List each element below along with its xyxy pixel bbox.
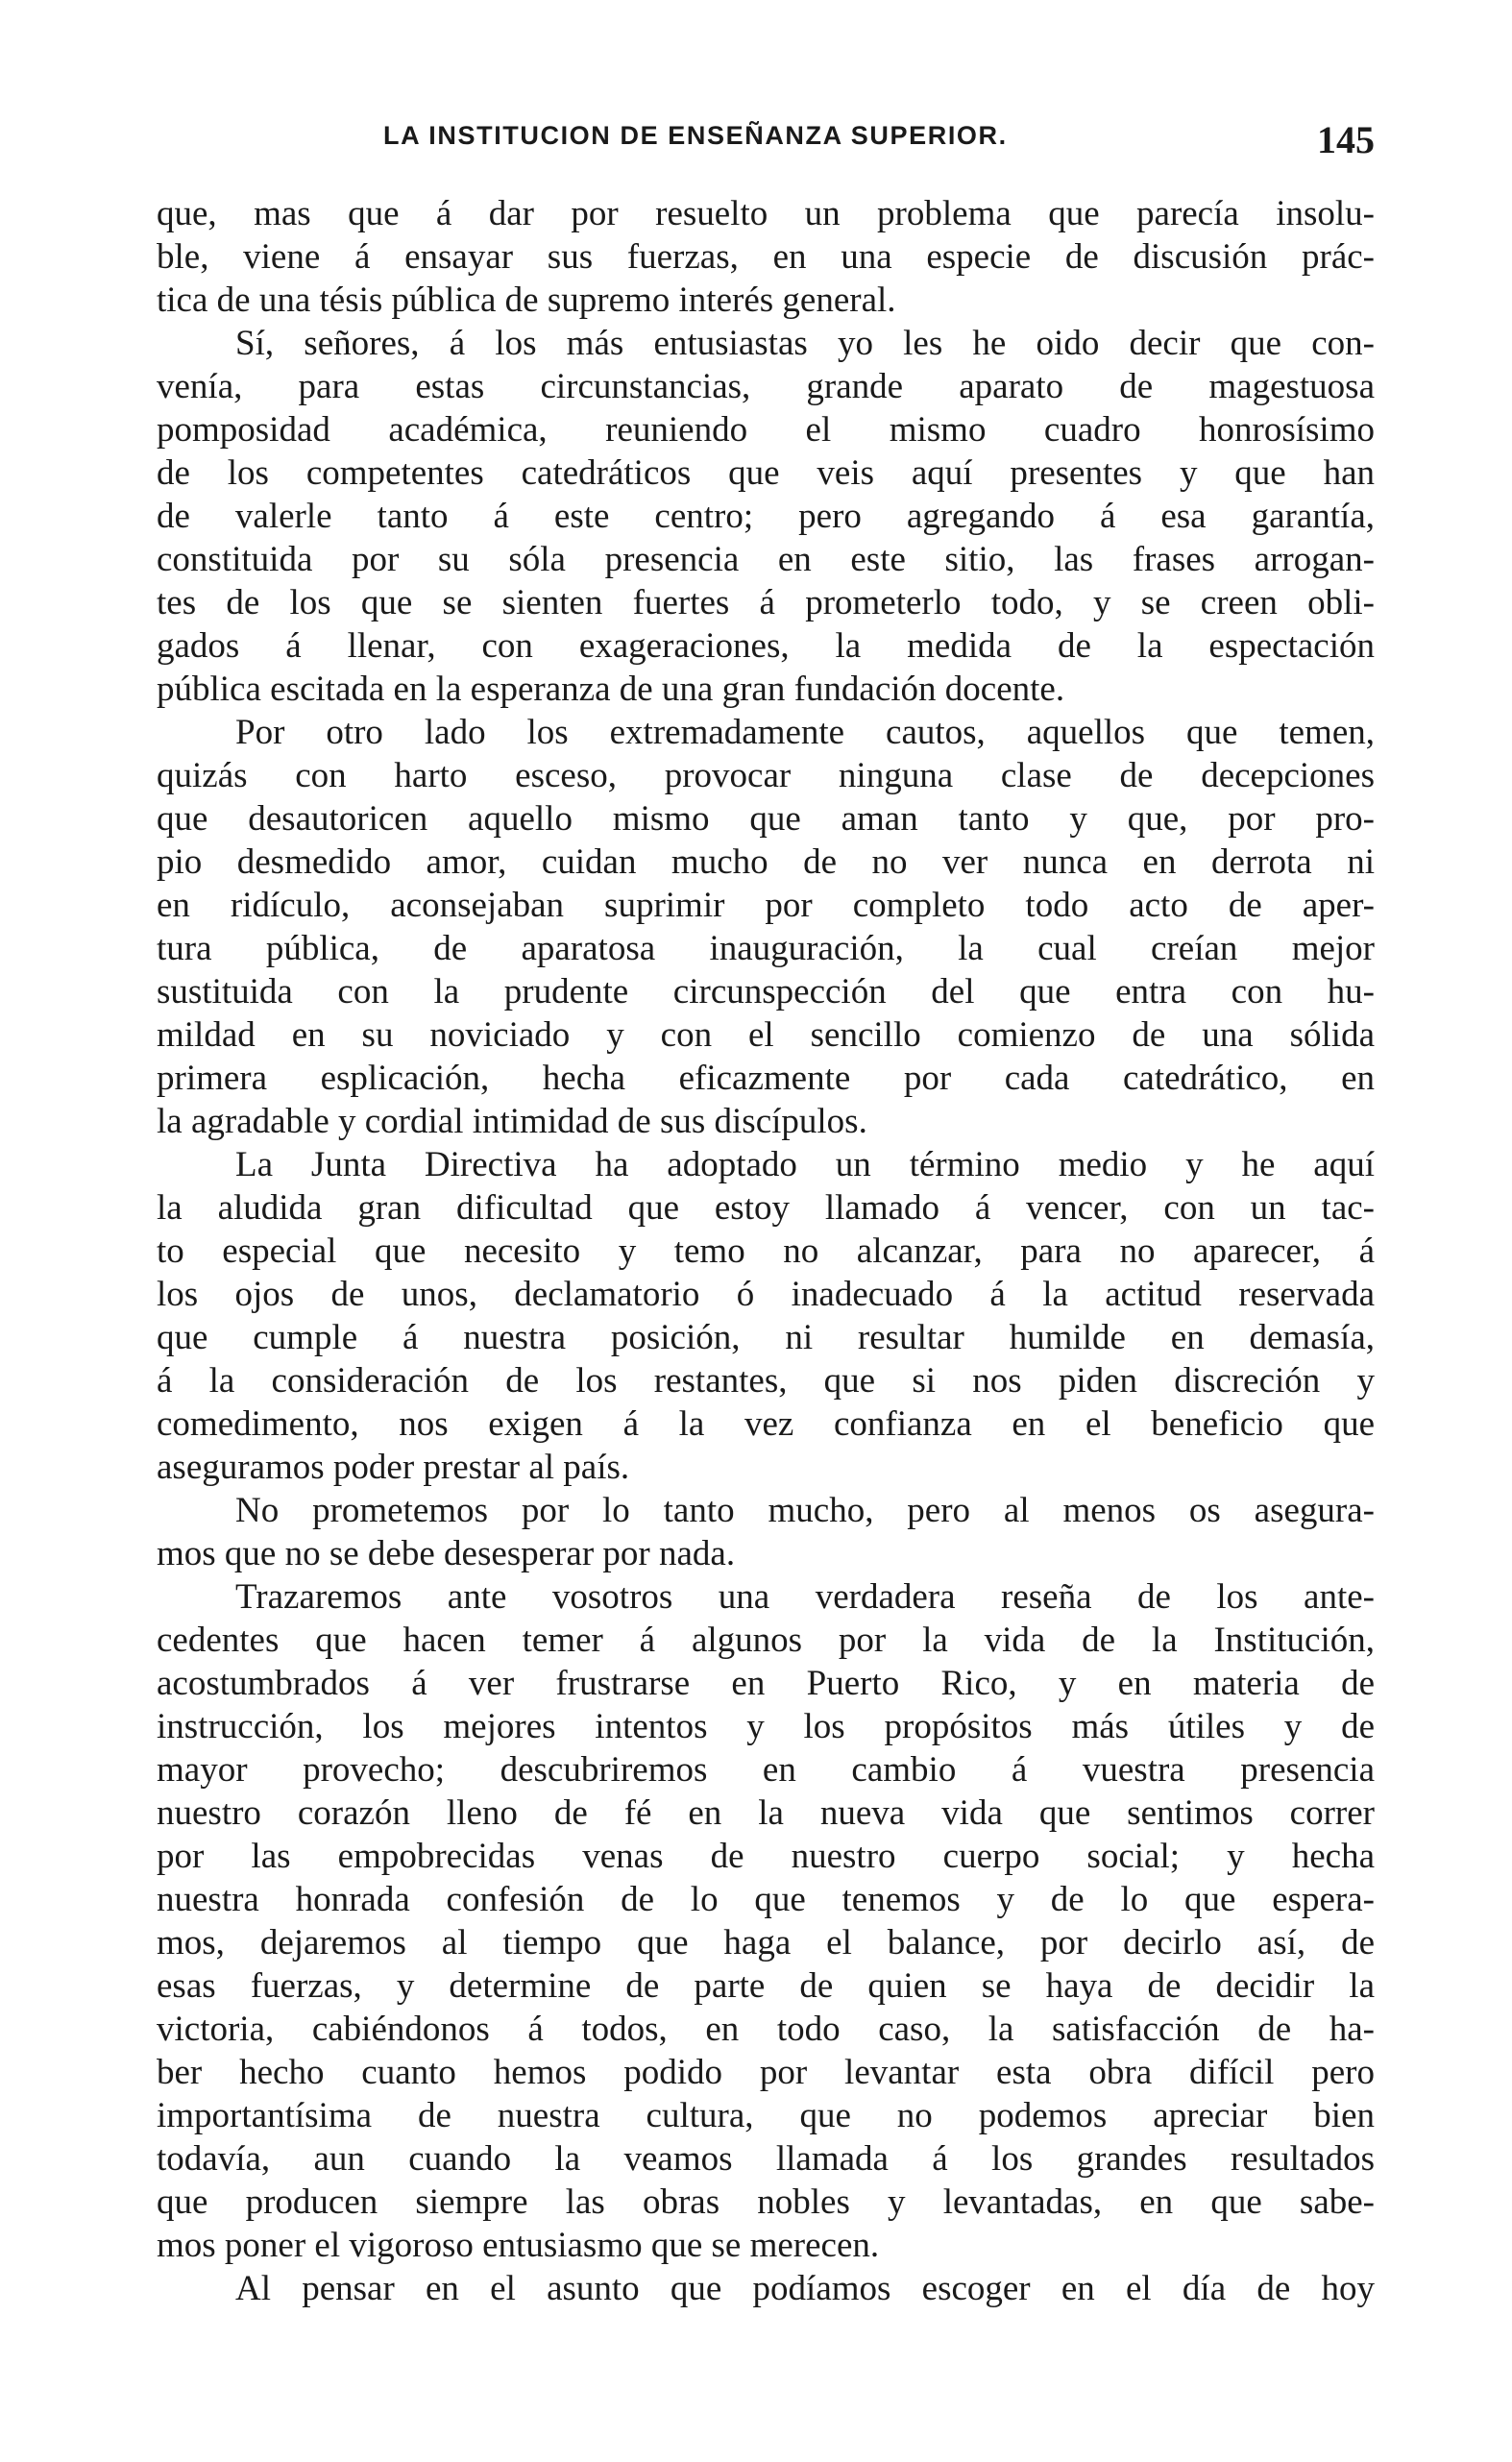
text-line: constituida por su sóla presencia en este sitio, las frases arrogan- [157, 540, 1375, 579]
text-line: comedimento, nos exigen á la vez confianza en el beneficio que [157, 1404, 1375, 1444]
text-line: Al pensar en el asunto que podíamos escoger en el día de hoy [235, 2269, 1375, 2308]
text-line: Por otro lado los extremadamente cautos, aquellos que temen, [235, 713, 1375, 752]
text-line: ble, viene á ensayar sus fuerzas, en una especie de discusión prác- [157, 237, 1375, 277]
text-line: de valerle tanto á este centro; pero agregando á esa garantía, [157, 497, 1375, 536]
text-line: pio desmedido amor, cuidan mucho de no ver nunca en derrota ni [157, 842, 1375, 882]
text-line: Sí, señores, á los más entusiastas yo les he oido decir que con- [235, 324, 1375, 363]
text-line: tura pública, de aparatosa inauguración, la cual creían mejor [157, 929, 1375, 968]
text-line: la aludida gran dificultad que estoy llamado á vencer, con un tac- [157, 1188, 1375, 1228]
text-line: que desautoricen aquello mismo que aman tanto y que, por pro- [157, 799, 1375, 839]
text-line: que producen siempre las obras nobles y levantadas, en que sabe- [157, 2182, 1375, 2222]
text-line: aseguramos poder prestar al país. [157, 1448, 630, 1487]
text-line: mildad en su noviciado y con el sencillo comienzo de una sólida [157, 1015, 1375, 1055]
text-line: nuestra honrada confesión de lo que tenemos y de lo que espera- [157, 1880, 1375, 1919]
running-title: LA INSTITUCION DE ENSEÑANZA SUPERIOR. [383, 121, 1008, 150]
text-line: que cumple á nuestra posición, ni resultar humilde en demasía, [157, 1318, 1375, 1357]
text-line: cedentes que hacen temer á algunos por la vida de la Institución, [157, 1621, 1375, 1660]
body-text [157, 192, 1375, 2310]
text-line: mayor provecho; descubriremos en cambio á vuestra presencia [157, 1750, 1375, 1790]
text-line: esas fuerzas, y determine de parte de quien se haya de decidir la [157, 1966, 1375, 2006]
text-line: sustituida con la prudente circunspección del que entra con hu- [157, 972, 1375, 1012]
text-line: acostumbrados á ver frustrarse en Puerto Rico, y en materia de [157, 1664, 1375, 1703]
text-line: la agradable y cordial intimidad de sus discípulos. [157, 1102, 867, 1141]
text-line: ber hecho cuanto hemos podido por levantar esta obra difícil pero [157, 2053, 1375, 2092]
text-line: pomposidad académica, reuniendo el mismo cuadro honrosísimo [157, 410, 1375, 450]
text-line: No prometemos por lo tanto mucho, pero al menos os asegura- [235, 1491, 1375, 1530]
text-line: tes de los que se sienten fuertes á prometerlo todo, y se creen obli- [157, 583, 1375, 622]
text-line: mos, dejaremos al tiempo que haga el balance, por decirlo así, de [157, 1923, 1375, 1962]
text-line: importantísima de nuestra cultura, que no podemos apreciar bien [157, 2096, 1375, 2135]
text-line: nuestro corazón lleno de fé en la nueva vida que sentimos correr [157, 1793, 1375, 1833]
text-line: La Junta Directiva ha adoptado un término medio y he aquí [235, 1145, 1375, 1184]
text-line: gados á llenar, con exageraciones, la medida de la espectación [157, 626, 1375, 666]
text-line: pública escitada en la esperanza de una gran fundación docente. [157, 670, 1065, 709]
text-line: todavía, aun cuando la veamos llamada á los grandes resultados [157, 2139, 1375, 2179]
text-line: primera esplicación, hecha eficazmente por cada catedrático, en [157, 1059, 1375, 1098]
text-line: de los competentes catedráticos que veis aquí presentes y que han [157, 453, 1375, 493]
text-line: Trazaremos ante vosotros una verdadera reseña de los ante- [235, 1577, 1375, 1617]
running-head [157, 113, 1375, 161]
text-line: los ojos de unos, declamatorio ó inadecuado á la actitud reservada [157, 1275, 1375, 1314]
text-line: victoria, cabiéndonos á todos, en todo caso, la satisfacción de ha- [157, 2010, 1375, 2049]
text-line: que, mas que á dar por resuelto un problema que parecía insolu- [157, 194, 1375, 233]
text-line: mos que no se debe desesperar por nada. [157, 1534, 736, 1573]
text-line: por las empobrecidas venas de nuestro cuerpo social; y hecha [157, 1837, 1375, 1876]
text-line: tica de una tésis pública de supremo interés general. [157, 280, 896, 320]
text-line: quizás con harto esceso, provocar ninguna clase de decepciones [157, 756, 1375, 795]
page-number: 145 [1317, 118, 1375, 161]
text-line: á la consideración de los restantes, que si nos piden discreción y [157, 1361, 1375, 1401]
text-line: venía, para estas circunstancias, grande aparato de magestuosa [157, 367, 1375, 406]
text-line: instrucción, los mejores intentos y los propósitos más útiles y de [157, 1707, 1375, 1746]
text-line: to especial que necesito y temo no alcanzar, para no aparecer, á [157, 1231, 1375, 1271]
text-line: en ridículo, aconsejaban suprimir por completo todo acto de aper- [157, 886, 1375, 925]
text-line: mos poner el vigoroso entusiasmo que se merecen. [157, 2226, 880, 2265]
